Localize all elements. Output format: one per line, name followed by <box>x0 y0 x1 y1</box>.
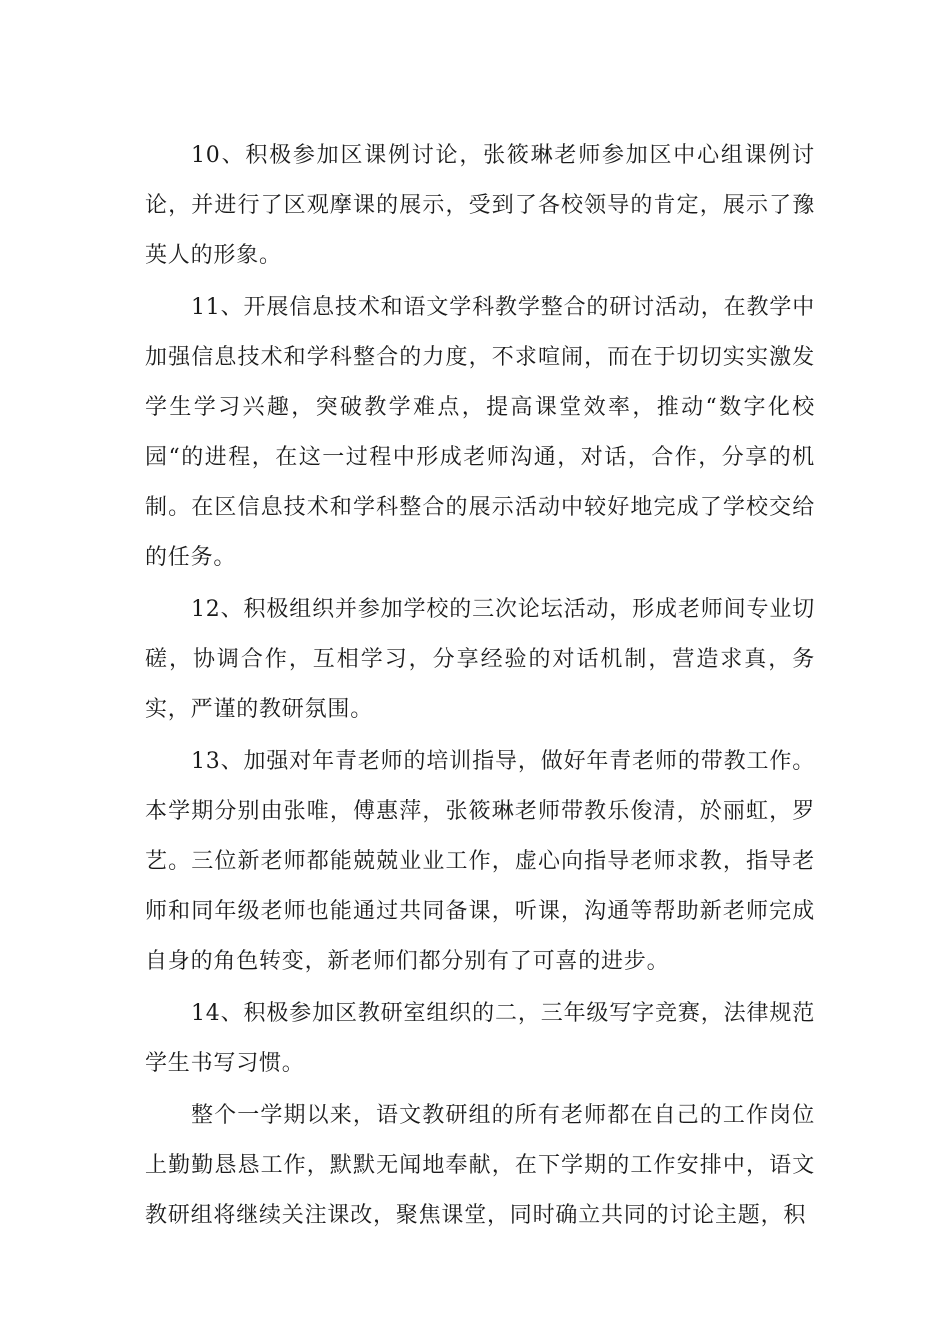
document-body <box>145 131 815 1243</box>
paragraph-item-12: 12、积极组织并参加学校的三次论坛活动，形成老师间专业切磋，协调合作，互相学习，分享经验的对话机制，营造求真，务实，严谨的教研氛围。 <box>145 597 815 722</box>
paragraph-item-14: 14、积极参加区教研室组织的二，三年级写字竞赛，法律规范学生书写习惯。 <box>145 1001 815 1076</box>
paragraph-item-10: 10、积极参加区课例讨论，张筱琳老师参加区中心组课例讨论，并进行了区观摩课的展示，受到了各校领导的肯定，展示了豫英人的形象。 <box>145 143 815 268</box>
paragraph-item-13: 13、加强对年青老师的培训指导，做好年青老师的带教工作。本学期分别由张唯，傅惠萍，张筱琳老师带教乐俊清，於丽虹，罗艺。三位新老师都能兢兢业业工作，虚心向指导老师求教，指导老师和同年级老师也能通过共同备课，听课，沟通等帮助新老师完成自身的角色转变，新老师们都分别有了可喜的进步。 <box>145 749 815 974</box>
paragraph-item-11: 11、开展信息技术和语文学科教学整合的研讨活动，在教学中加强信息技术和学科整合的力度，不求喧闹，而在于切切实实激发学生学习兴趣，突破教学难点，提高课堂效率，推动“数字化校园“的进程，在这一过程中形成老师沟通，对话，合作，分享的机制。在区信息技术和学科整合的展示活动中较好地完成了学校交给的任务。 <box>145 295 815 570</box>
paragraph-summary: 整个一学期以来，语文教研组的所有老师都在自己的工作岗位上勤勤恳恳工作，默默无闻地奉献，在下学期的工作安排中，语文教研组将继续关注课改，聚焦课堂，同时确立共同的讨论主题，积 <box>145 1103 815 1228</box>
